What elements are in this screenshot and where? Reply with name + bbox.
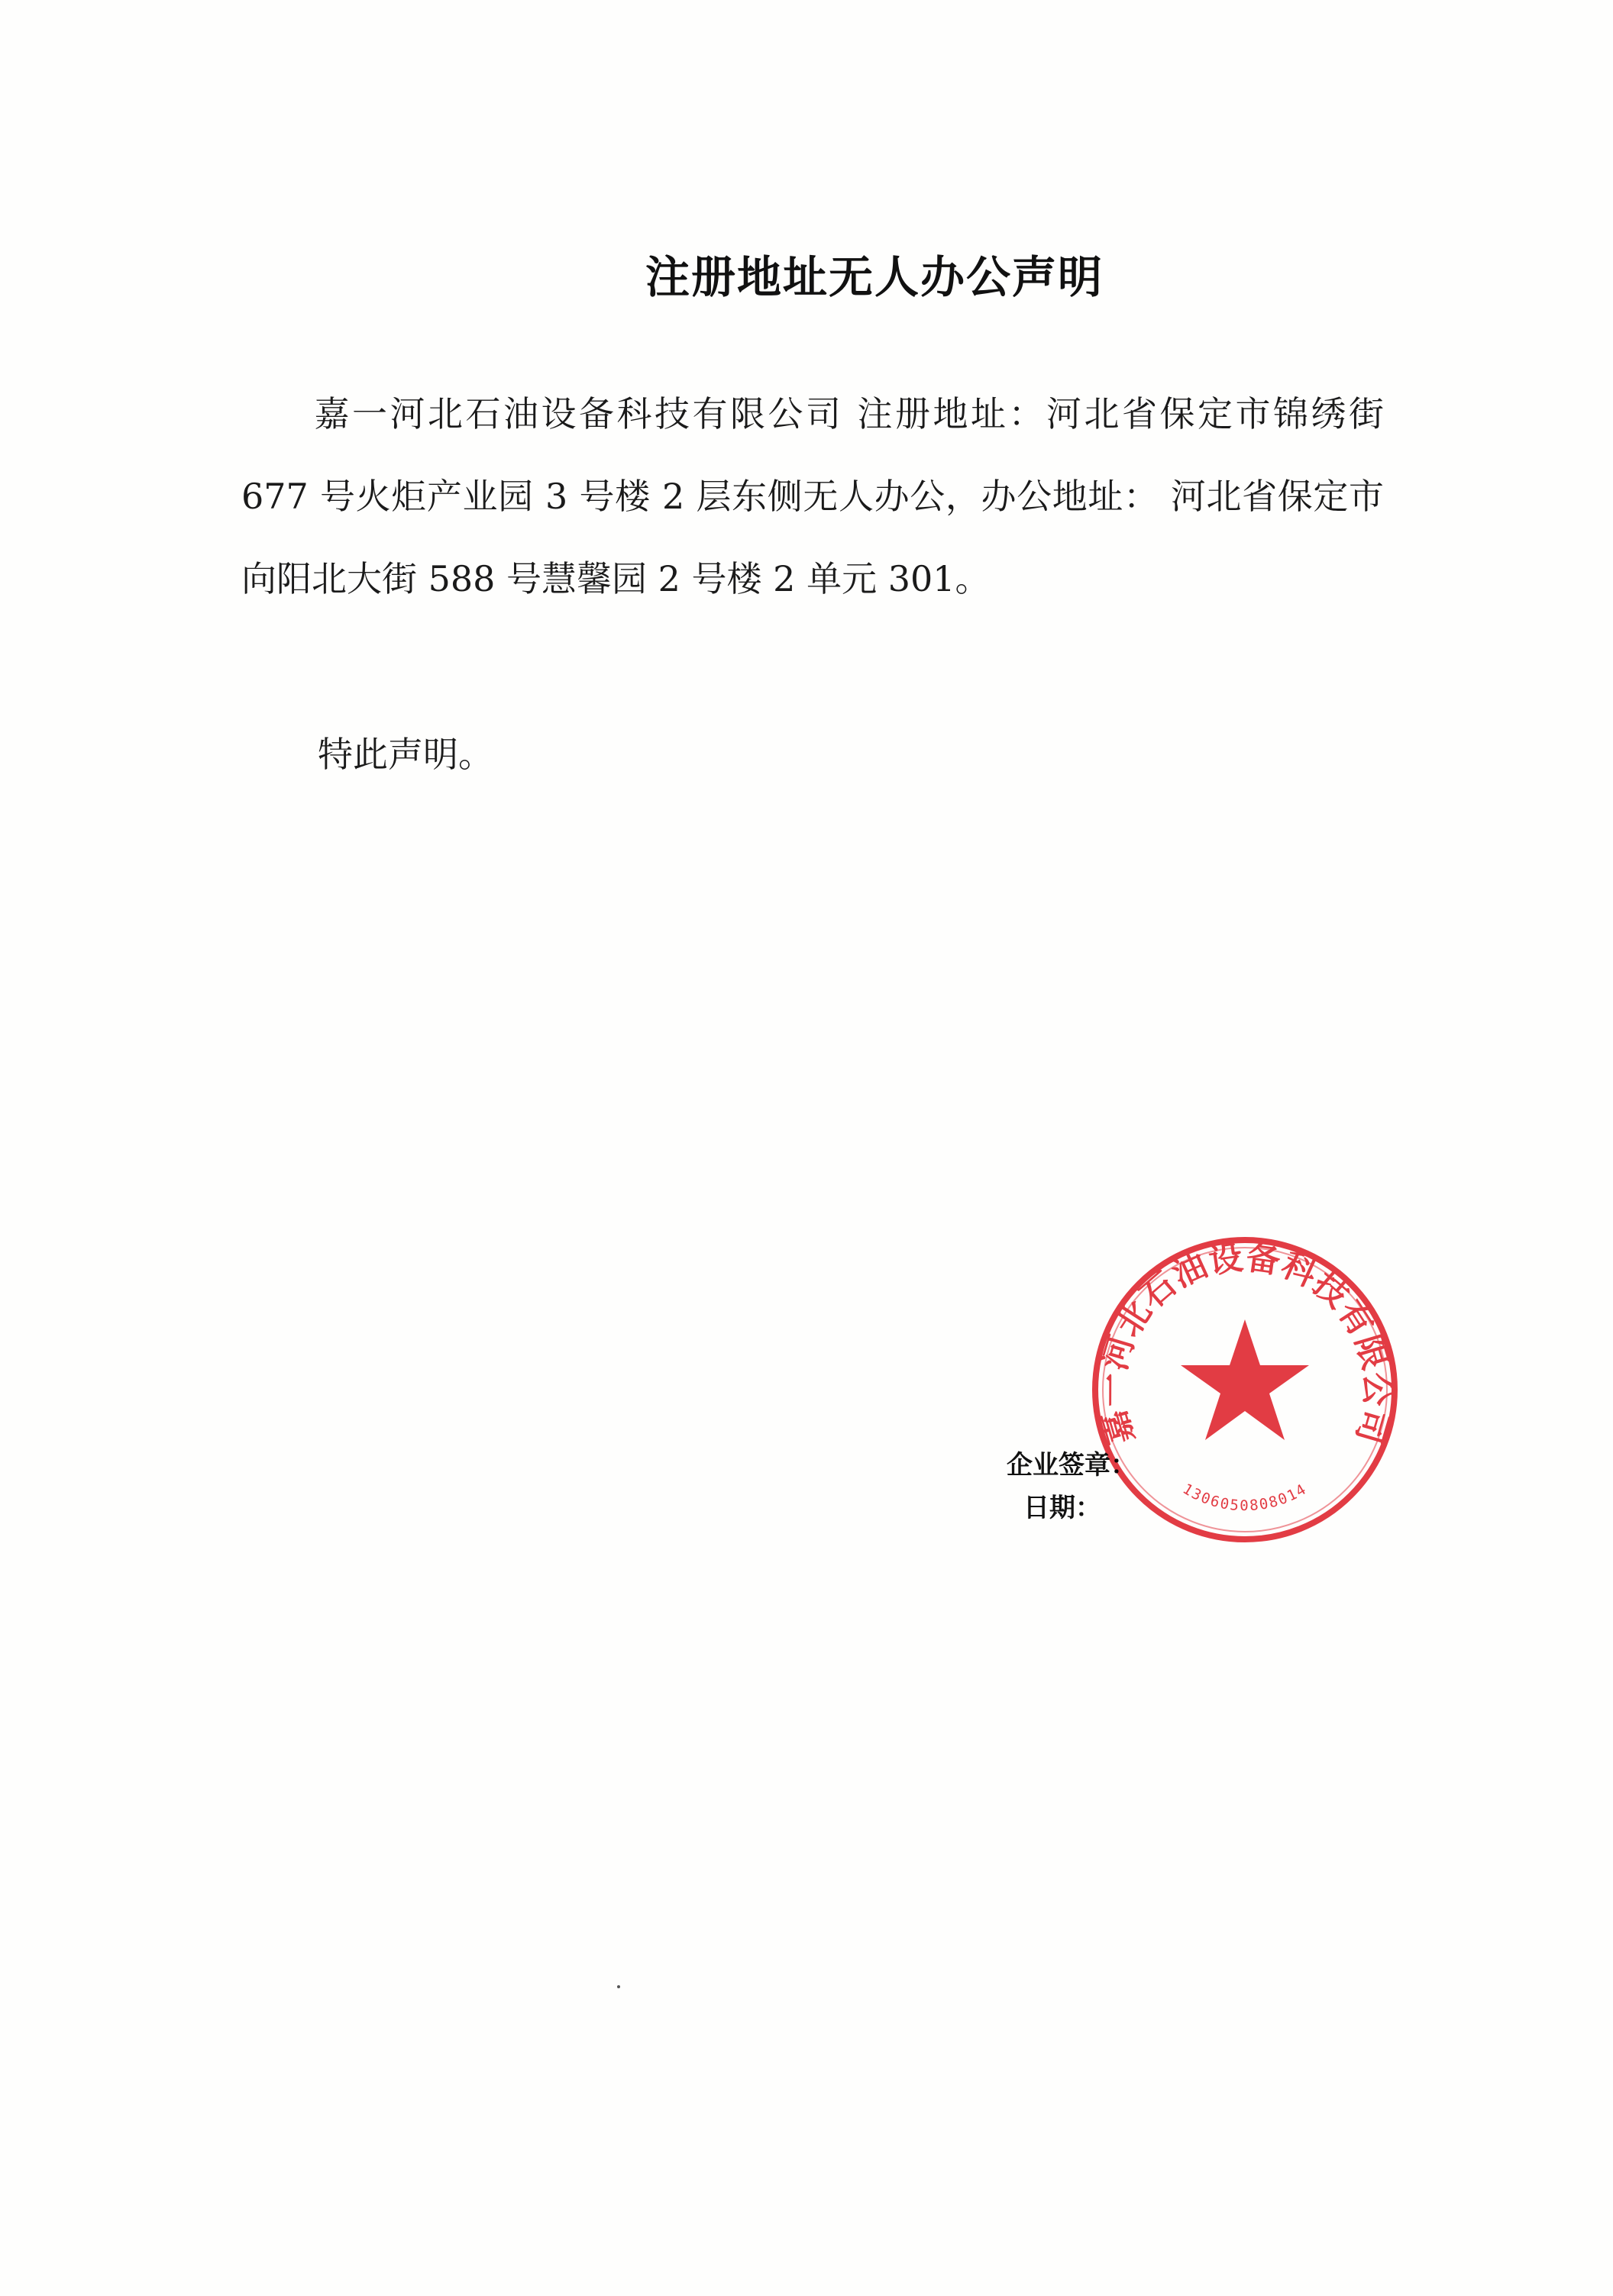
company-seal [1084, 1229, 1405, 1550]
page-title: 注册地址无人办公声明 [645, 251, 1104, 303]
scan-dot [617, 1985, 620, 1988]
statement-text: 嘉一河北石油设备科技有限公司 注册地址：河北省保定市锦绣街 677 号火炬产业园 3 号楼 2 层东侧无人办公，办公地址： 河北省保定市向阳北大街 588 号慧馨园 2 号楼 2 单元 301。 [241, 393, 1384, 599]
closing-statement: 特此声明。 [318, 734, 493, 775]
svg-text:1306050808014 [1180, 1481, 1311, 1514]
signature-label: 企业签章： [1007, 1450, 1136, 1481]
star-icon [1181, 1319, 1309, 1440]
statement-paragraph [241, 373, 1384, 620]
seal-company-name: 嘉一河北石油设备科技有限公司 [1093, 1238, 1397, 1449]
date-label: 日期： [1023, 1493, 1101, 1523]
seal-code-number: 1306050808014 [1179, 1480, 1311, 1515]
